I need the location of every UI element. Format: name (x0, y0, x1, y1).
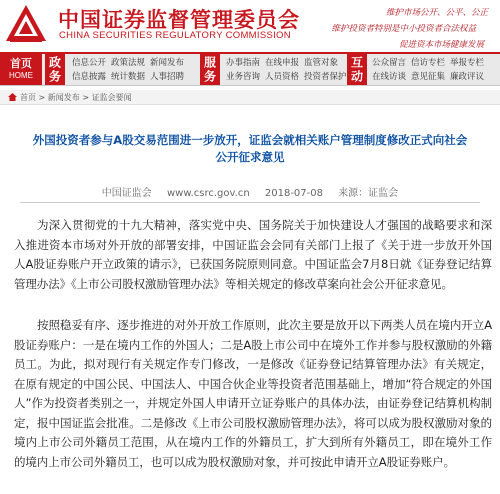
site-name-en: CHINA SECURITIES REGULATORY COMMISSION (59, 30, 291, 41)
nav-link[interactable]: 业务咨询 (226, 72, 261, 82)
nav-home-button[interactable] (0, 54, 42, 85)
slogan-line: 维护投资者特别是中小投资者合法权益 (331, 24, 476, 34)
breadcrumb (0, 90, 500, 105)
header-slogan (328, 5, 488, 53)
article-paragraph: 按照稳妥有序、逐步推进的对外开放工作原则，此次主要是放开以下两类人员在境内开立A股证券账户：一是在境内工作的外国人；二是A股上市公司中在境外工作并参与股权激励的外籍员工。为此，拟对现行有关规定作专门修改，一是修改《证券登记结算管理办法》有关规定，在原有规定的中国公民、中国法人、中国合伙企业等投资者范围基础上，增加“符合规定的外国人”作为投资者类别之一，并规定外国人申请开立证券账户的具体办法，由证券登记结算机构制定，报中国证监会批准。二是修改《上市公司股权激励管理办法》，将可以成为股权激励对象的境内上市公司外籍员工范围，从在境内工作的外籍员工，扩大到所有外籍员工，即在境外工作的境内上市公司外籍员工，也可以成为股权激励对象，并可按此申请开立A股证券账户。 (14, 318, 492, 469)
article-date: 2018-07-08 (264, 188, 323, 199)
site-name-cn: 中国证券监督管理委员会 (58, 7, 300, 32)
nav-section-interaction[interactable]: 互动 (347, 54, 367, 85)
nav-link[interactable]: 投资者保护 (304, 72, 347, 82)
nav-link[interactable]: 廉政评议 (450, 72, 485, 82)
article-source: 中国证监会 (101, 188, 152, 199)
nav-link[interactable]: 在线访谈 (372, 72, 407, 82)
home-icon (8, 93, 17, 101)
nav-links-interaction (372, 57, 484, 84)
nav-link[interactable]: 公众留言 (372, 58, 407, 68)
nav-links-service (226, 57, 347, 84)
nav-link[interactable]: 政策法规 (111, 58, 146, 68)
site-header (0, 0, 500, 48)
nav-link[interactable]: 人员资格 (265, 72, 300, 82)
nav-links-government (72, 57, 184, 84)
nav-link[interactable]: 信访专栏 (411, 58, 446, 68)
nav-link[interactable]: 统计数据 (111, 72, 146, 82)
nav-link[interactable]: 意见征集 (411, 72, 446, 82)
article-meta (0, 184, 500, 199)
nav-section-government[interactable]: 政务 (45, 54, 65, 85)
nav-link[interactable]: 监管对象 (304, 58, 339, 68)
article-paragraph: 为深入贯彻党的十九大精神，落实党中央、国务院关于加快建设人才强国的战略要求和深入推进资本市场对外开放的部署安排，中国证监会会同有关部门上报了《关于进一步放开外国人A股证券账户开立政策的请示》，已获国务院原则同意。中国证监会7月8日就《证券登记结算管理办法》《上市公司股权激励管理办法》等相关规定的修改草案向社会公开征求意见。 (14, 218, 492, 291)
article-url[interactable]: www.csrc.gov.cn (166, 188, 250, 199)
nav-home-label-en: HOME (9, 71, 33, 80)
slogan-line: 维护市场公开、公平、公正 (385, 8, 488, 18)
article-origin: 来源：证监会 (338, 188, 399, 199)
article-title: 外国投资者参与A股交易范围进一步放开，证监会就相关账户管理制度修改正式向社会公开征求意见 (32, 133, 468, 164)
divider (20, 202, 480, 203)
nav-link[interactable]: 新闻发布 (150, 58, 185, 68)
nav-link[interactable]: 人事招聘 (150, 72, 185, 82)
nav-link[interactable]: 在线申报 (265, 58, 300, 68)
slogan-line: 促进资本市场健康发展 (398, 40, 484, 50)
nav-link[interactable]: 信息披露 (72, 72, 107, 82)
nav-link[interactable]: 办事指南 (226, 58, 261, 68)
csrc-emblem-icon[interactable] (4, 3, 48, 43)
nav-link[interactable]: 举报专栏 (450, 58, 485, 68)
nav-home-label: 首页 (10, 57, 32, 70)
nav-link[interactable]: 信息公开 (72, 58, 107, 68)
main-nav (0, 52, 500, 86)
nav-section-service[interactable]: 服务 (200, 54, 220, 85)
breadcrumb-text[interactable]: 首页 > 新闻发布 > 证监会要闻 (20, 93, 132, 102)
